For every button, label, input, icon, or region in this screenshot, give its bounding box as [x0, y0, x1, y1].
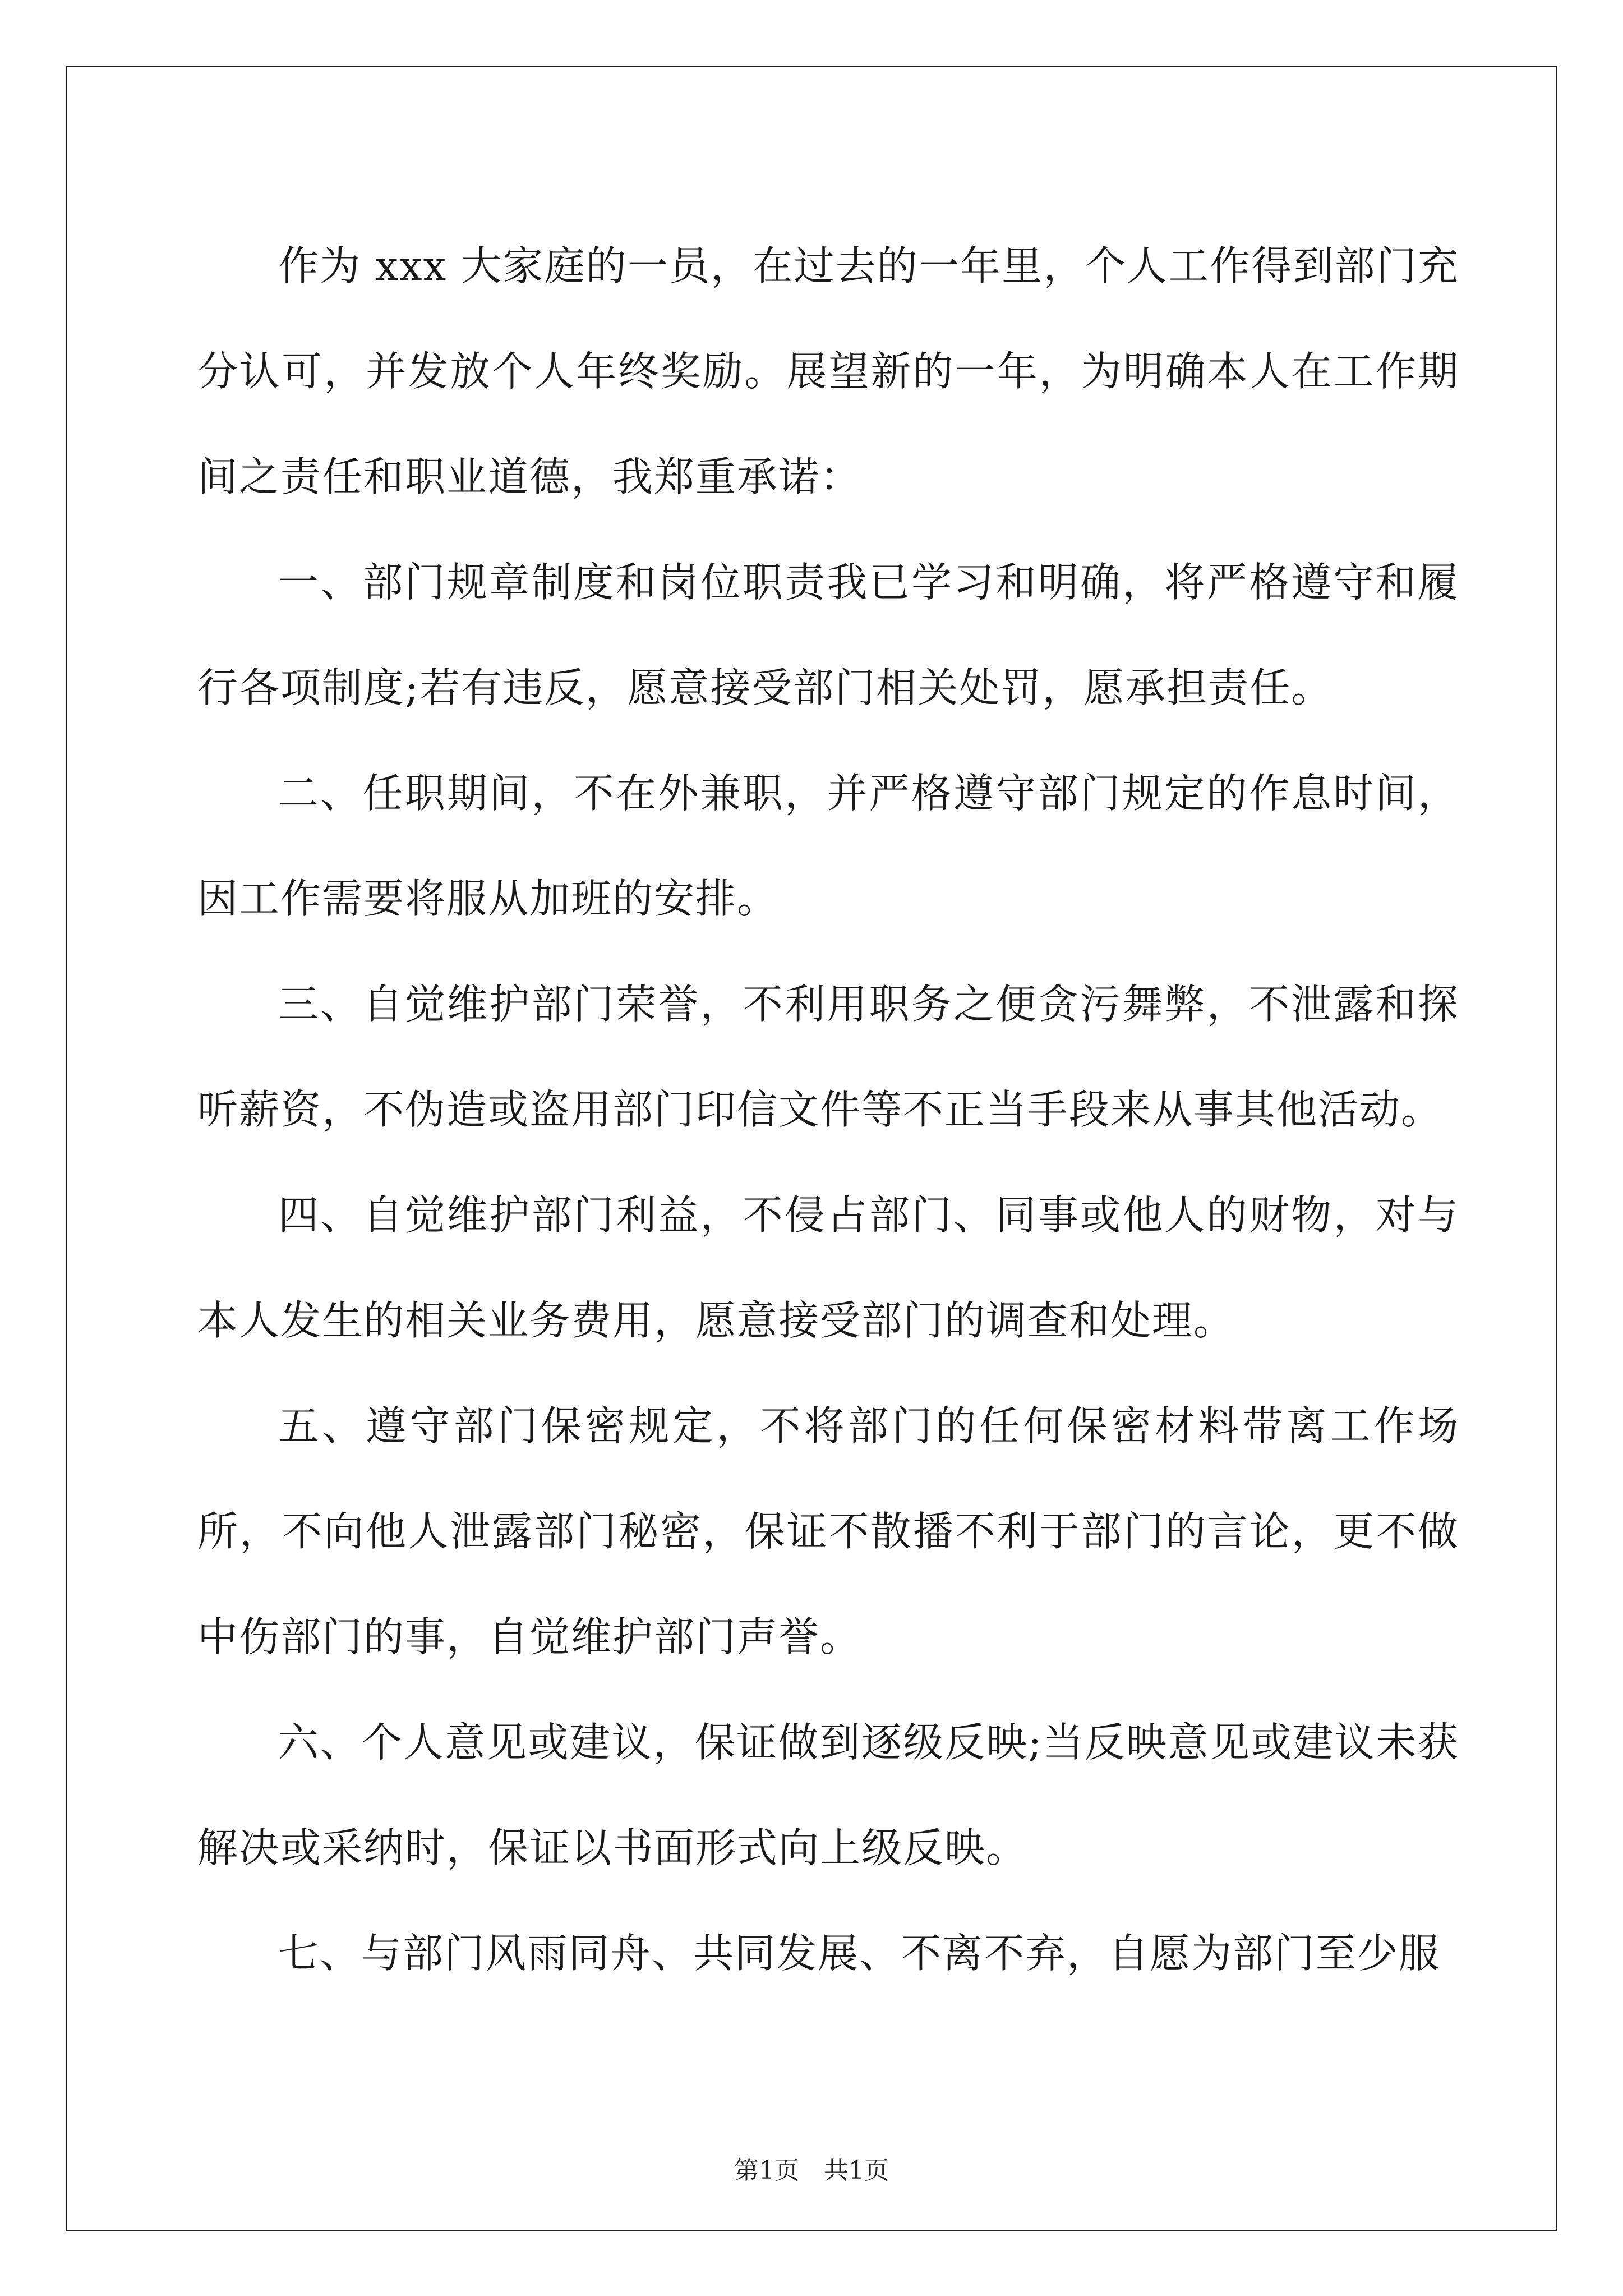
paragraph-item-6: 六、个人意见或建议，保证做到逐级反映;当反映意见或建议未获解决或采纳时，保证以书面形式向上级反映。	[197, 1719, 1459, 1871]
paragraph-item-3: 三、自觉维护部门荣誉，不利用职务之便贪污舞弊，不泄露和探听薪资，不伪造或盗用部门印信文件等不正当手段来从事其他活动。	[197, 981, 1459, 1133]
document-body	[197, 213, 1459, 2006]
page-total: 共1页	[824, 2156, 889, 2185]
paragraph-item-4: 四、自觉维护部门利益，不侵占部门、同事或他人的财物，对与本人发生的相关业务费用，愿意接受部门的调查和处理。	[197, 1191, 1459, 1344]
paragraph-item-5: 五、遵守部门保密规定，不将部门的任何保密材料带离工作场所，不向他人泄露部门秘密，保证不散播不利于部门的言论，更不做中伤部门的事，自觉维护部门声誉。	[197, 1402, 1459, 1660]
paragraph-item-7: 七、与部门风雨同舟、共同发展、不离不弃，自愿为部门至少服	[278, 1930, 1441, 1977]
page-number: 第1页	[734, 2156, 799, 2185]
paragraph-intro: 作为 xxx 大家庭的一员，在过去的一年里，个人工作得到部门充分认可，并发放个人年终奖励。展望新的一年，为明确本人在工作期间之责任和职业道德，我郑重承诺：	[197, 242, 1459, 500]
paragraph-item-2: 二、任职期间，不在外兼职，并严格遵守部门规定的作息时间，因工作需要将服从加班的安排。	[197, 770, 1459, 922]
paragraph-item-1: 一、部门规章制度和岗位职责我已学习和明确，将严格遵守和履行各项制度;若有违反，愿意接受部门相关处罚，愿承担责任。	[197, 559, 1459, 711]
page-footer	[0, 2154, 1623, 2188]
